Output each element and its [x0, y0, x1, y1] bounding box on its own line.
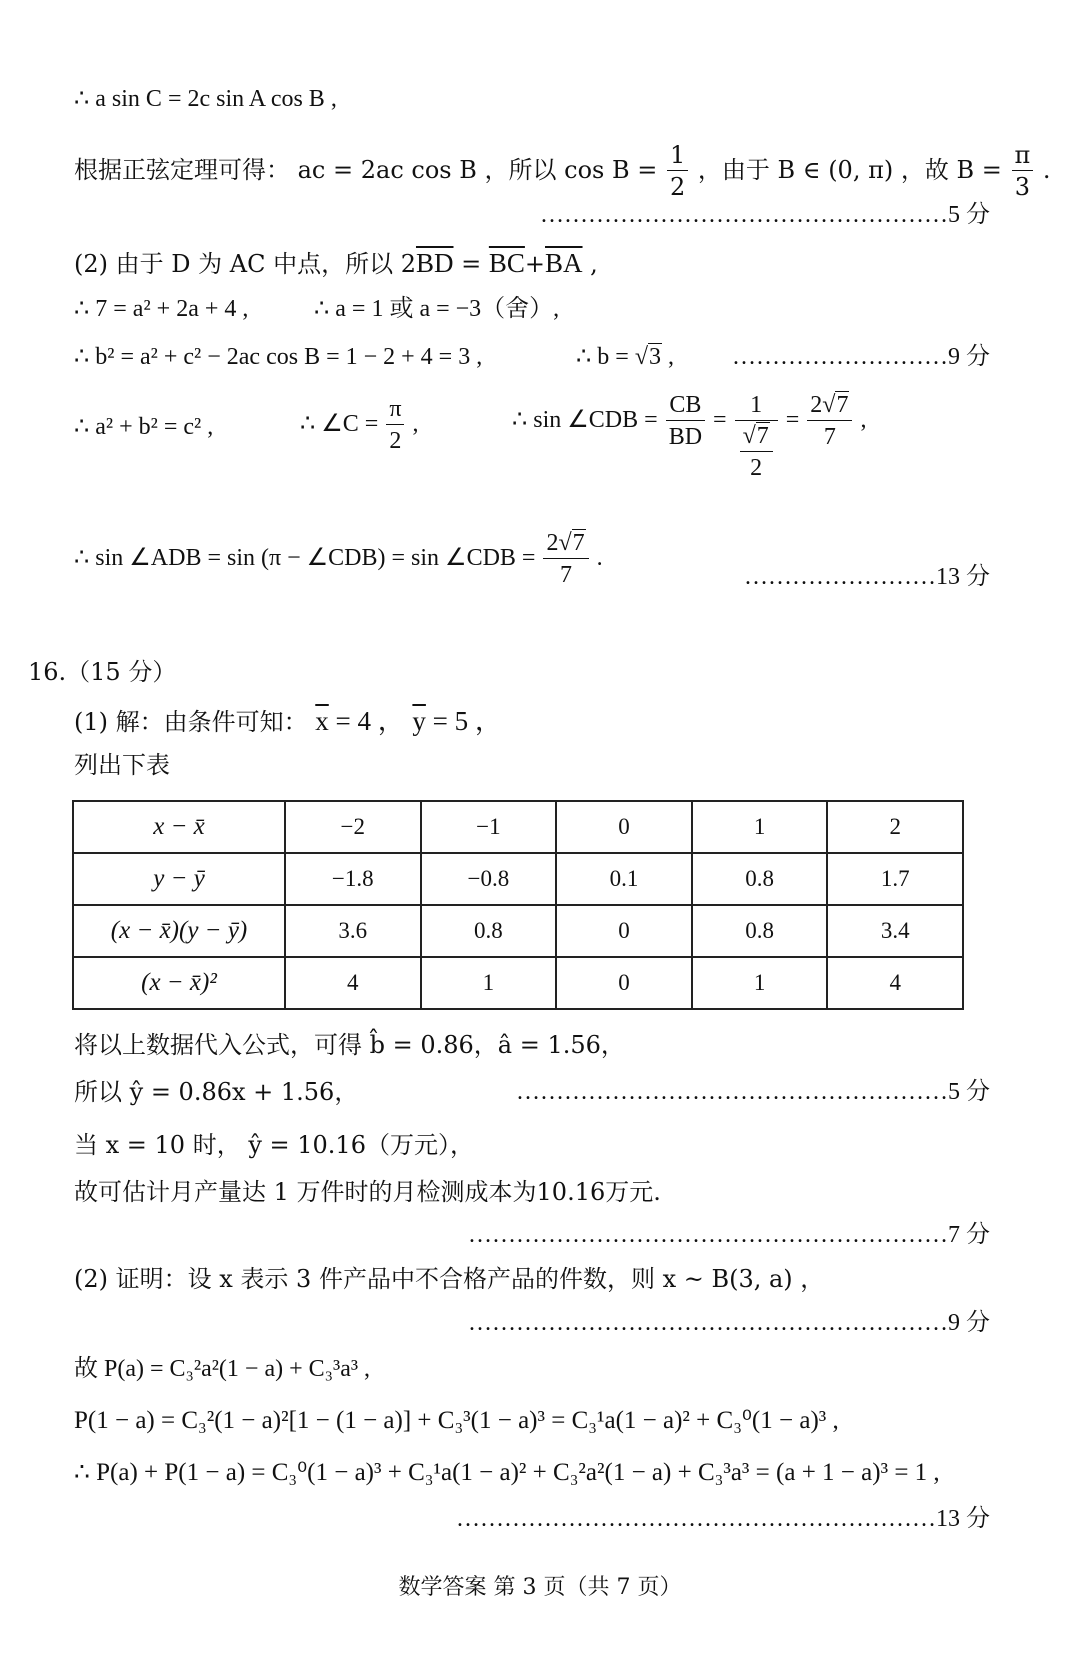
- fraction-half: $\frac{1}{2}$: [667, 140, 688, 203]
- score-9: ……………………………………………………9 分: [468, 1310, 990, 1336]
- eq-P-1-minus-a: P(1 − a) = C₃²(1 − a)²[1 − (1 − a)] + C₃³(1 − a)³ = C₃¹a(1 − a)² + C₃⁰(1 − a)³ ,: [74, 1407, 839, 1434]
- eq-angle-C: ∴ ∠C = $\frac{\pi}{2}$ ,: [300, 396, 419, 454]
- table-row-head: x − x̄: [73, 801, 285, 853]
- table-cell: 0: [556, 801, 692, 853]
- table-row: [73, 853, 963, 905]
- sine-law-text: 根据正弦定理可得： ac = 2ac cos B ，所以 cos B =: [74, 156, 658, 184]
- eq-asinC: ∴ a sin C = 2c sin A cos B ,: [74, 86, 337, 112]
- vector-line: (2) 由于 D 为 AC 中点，所以 $2\overline{BD} = \overline{BC}+\overline{BA}$ ,: [74, 248, 598, 278]
- prediction-line: 当 x = 10 时， ŷ = 10.16（万元），: [74, 1131, 474, 1159]
- table-cell: 1: [421, 957, 557, 1009]
- eq-b-squared: ∴ b² = a² + c² − 2ac cos B = 1 − 2 + 4 = 3 ,: [74, 344, 483, 370]
- score-5: ……………………………………………5 分: [540, 202, 990, 228]
- table-row: [73, 957, 963, 1009]
- table-cell: −0.8: [421, 853, 557, 905]
- regression-equation: 所以 ŷ = 0.86x + 1.56，: [74, 1078, 359, 1106]
- table-row: [73, 801, 963, 853]
- table-row-head: y − ȳ: [73, 853, 285, 905]
- regression-coefficients: 将以上数据代入公式，可得 b̂ = 0.86，â = 1.56，: [74, 1031, 625, 1059]
- x-bar: $\overline{x}$: [315, 706, 329, 736]
- table-cell: 4: [827, 957, 963, 1009]
- vector-BD: $\overline{BD}$: [415, 248, 454, 278]
- table-cell: 0.1: [556, 853, 692, 905]
- eq-sin-ADB: ∴ sin ∠ADB = sin (π − ∠CDB) = sin ∠CDB = $\frac{2√7}{7}$ .: [74, 530, 603, 588]
- table-row-head: (x − x̄)²: [73, 957, 285, 1009]
- table-cell: 1: [692, 801, 828, 853]
- table-cell: −1: [421, 801, 557, 853]
- table-cell: 0: [556, 957, 692, 1009]
- table-cell: 0.8: [692, 853, 828, 905]
- eq-a-solution: ∴ a = 1 或 a = −3（舍）,: [314, 296, 560, 322]
- page-footer: 数学答案 第 3 页（共 7 页）: [398, 1575, 682, 1600]
- sine-law-line: 根据正弦定理可得： ac = 2ac cos B ，所以 cos B = $\frac{1}{2}$ ，由于 B ∈ (0, π) ，故 B = $\frac{\pi}{3}$ .: [74, 141, 1051, 201]
- q16-part1-intro: (1) 解：由条件可知： $\overline{x} = 4$ ， $\overline{y} = 5$ ，: [74, 706, 502, 736]
- score-9: ………………………9 分: [732, 344, 990, 370]
- table-cell: 4: [285, 957, 421, 1009]
- vector-BC: $\overline{BC}$: [488, 248, 525, 278]
- fraction-pi-3: $\frac{\pi}{3}$: [1012, 140, 1034, 203]
- sine-law-mid: ，由于 B ∈ (0, π) ，故 B =: [697, 156, 1002, 184]
- table-cell: −1.8: [285, 853, 421, 905]
- vector-BA: $\overline{BA}$: [545, 248, 583, 278]
- table-row-head: (x − x̄)(y − ȳ): [73, 905, 285, 957]
- eq-pythagorean: ∴ a² + b² = c² ,: [74, 414, 214, 440]
- eq-sum: ∴ P(a) + P(1 − a) = C₃⁰(1 − a)³ + C₃¹a(1 − a)² + C₃²a²(1 − a) + C₃³a³ = (a + 1 − a)³ = 1 ,: [74, 1459, 940, 1486]
- table-cell: 3.6: [285, 905, 421, 957]
- table-cell: 2: [827, 801, 963, 853]
- eq-quadratic: ∴ 7 = a² + 2a + 4 ,: [74, 296, 249, 322]
- table-cell: 0: [556, 905, 692, 957]
- y-bar: $\overline{y}$: [412, 706, 426, 736]
- table-cell: 3.4: [827, 905, 963, 957]
- eq-b-value: ∴ b = √3 ,: [576, 344, 674, 370]
- conclusion-line: 故可估计月产量达 1 万件时的月检测成本为10.16万元.: [74, 1178, 661, 1206]
- score-7: ……………………………………………………7 分: [468, 1222, 990, 1248]
- table-cell: 0.8: [421, 905, 557, 957]
- table-row: [73, 905, 963, 957]
- table-cell: 0.8: [692, 905, 828, 957]
- table-intro: 列出下表: [74, 751, 170, 779]
- proof-intro: (2) 证明：设 x 表示 3 件产品中不合格产品的件数，则 x ~ B(3, a) ，: [74, 1265, 825, 1293]
- score-13: ……………………13 分: [744, 564, 990, 590]
- table-cell: 1.7: [827, 853, 963, 905]
- table-cell: −2: [285, 801, 421, 853]
- data-table: [72, 800, 964, 1010]
- question-16-title: 16.（15 分）: [28, 658, 177, 686]
- eq-sin-CDB: ∴ sin ∠CDB = $\frac{CB}{BD}$ = $\frac{1}{\frac{√7}{2}}$ = $\frac{2√7}{7}$ ,: [512, 392, 867, 481]
- eq-P-a: 故 P(a) = C₃²a²(1 − a) + C₃³a³ ,: [74, 1356, 371, 1382]
- score-13: ……………………………………………………13 分: [456, 1506, 990, 1532]
- table-cell: 1: [692, 957, 828, 1009]
- score-5: ………………………………………………5 分: [516, 1079, 990, 1105]
